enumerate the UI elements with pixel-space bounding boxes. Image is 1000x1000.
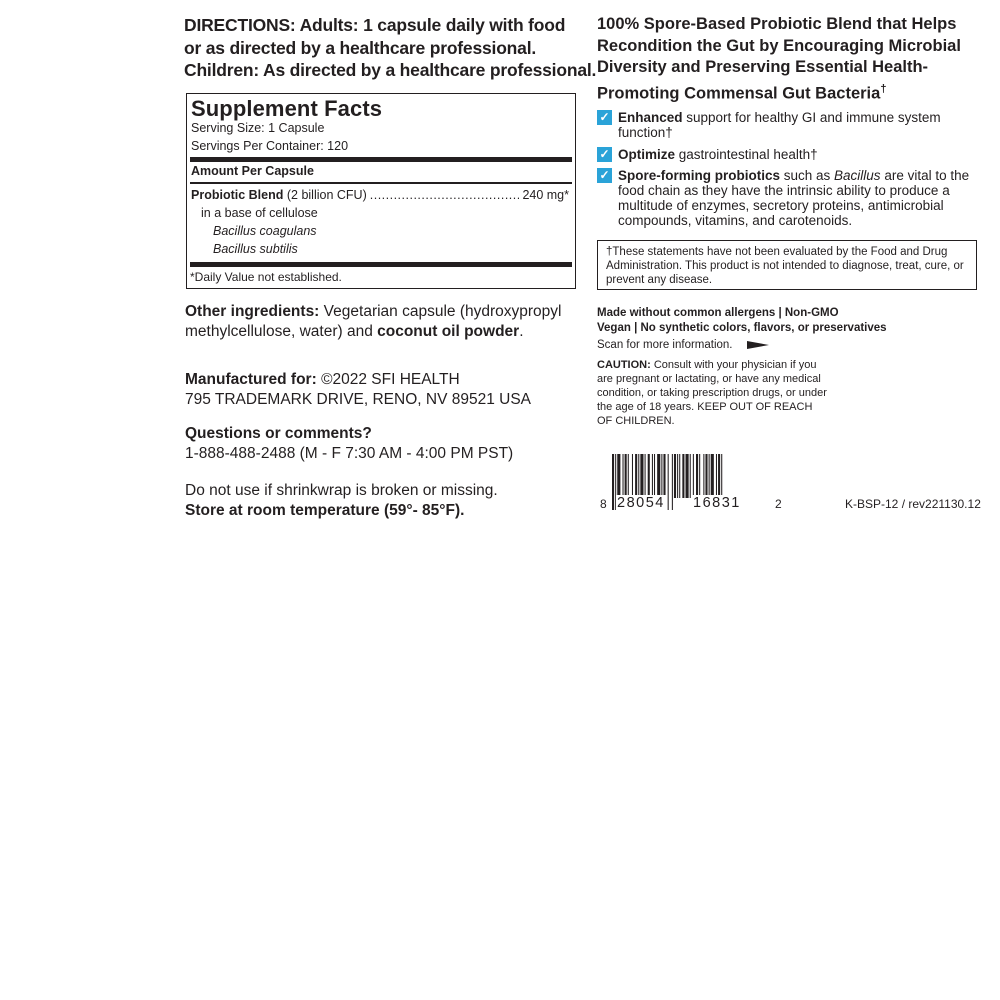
checkmark-icon: ✓ (597, 110, 612, 125)
supplement-facts-panel (186, 93, 576, 289)
manufacturer-company: ©2022 SFI HEALTH (321, 371, 460, 388)
benefit-2-bold: Optimize (618, 147, 676, 162)
checkmark-icon: ✓ (597, 147, 612, 162)
other-ingredients-bold: coconut oil powder (377, 323, 520, 340)
benefit-item-optimize (597, 147, 977, 162)
allergens-line-2: Vegan | No synthetic colors, flavors, or preservatives (597, 322, 887, 334)
other-ingredients-label: Other ingredients: (185, 303, 320, 320)
servings-per-container: Servings Per Container: 120 (191, 139, 349, 153)
manufacturer-label: Manufactured for: (185, 371, 317, 388)
thick-divider-bottom (190, 262, 572, 267)
product-headline (597, 14, 997, 105)
manufacturer-address: 795 TRADEMARK DRIVE, RENO, NV 89521 USA (185, 391, 532, 408)
allergens-line-1: Made without common allergens | Non-GMO (597, 307, 839, 319)
shrinkwrap-warning: Do not use if shrinkwrap is broken or missing. (185, 482, 498, 499)
blend-amount: 240 mg* (522, 188, 569, 202)
revision-code: K-BSP-12 / rev221130.12 (845, 497, 981, 511)
strain-2: Bacillus subtilis (213, 242, 298, 256)
benefit-3-italic: Bacillus (834, 168, 881, 183)
benefit-3-text: are vital to the food chain as they have the intrinsic ability to produce a multitude of enzymes, secretory proteins, antimicrobial compounds, vitamins, and carotenoids. (618, 168, 970, 228)
benefit-1-text: support for healthy GI and immune system function† (618, 110, 941, 140)
scan-text: Scan for more information. (597, 339, 733, 351)
other-ingredients (185, 302, 585, 342)
benefit-item-enhanced (597, 110, 977, 140)
daily-value-footnote: *Daily Value not established. (190, 270, 342, 284)
scan-info (597, 338, 977, 352)
checkmark-icon: ✓ (597, 168, 612, 183)
barcode-digit-left: 8 (600, 497, 607, 511)
directions-line-2: or as directed by a healthcare professional. (184, 37, 537, 58)
supplement-facts-title: Supplement Facts (191, 96, 383, 121)
benefit-2-text: gastrointestinal health† (675, 147, 818, 162)
headline-text: 100% Spore-Based Probiotic Blend that Helps Recondition the Gut by Encouraging Microbial Diversity and Preserving Essential Health-Promoting Commensal Gut Bacteria (597, 15, 961, 102)
blend-cfu: (2 billion CFU) (286, 188, 367, 202)
storage-temperature: Store at room temperature (59°- 85°F). (185, 502, 465, 519)
benefit-item-spore-forming (597, 168, 977, 228)
arrow-right-icon (747, 341, 769, 349)
fda-disclaimer-box: †These statements have not been evaluated by the Food and Drug Administration. This product is not intended to diagnose, treat, cure, or prevent any disease. (597, 240, 977, 290)
other-ingredients-end: . (519, 323, 524, 340)
amount-per-capsule-header: Amount Per Capsule (191, 164, 314, 178)
base-cellulose: in a base of cellulose (201, 206, 318, 220)
probiotic-blend-row (191, 188, 569, 202)
caution-label: CAUTION: (597, 359, 651, 371)
benefit-3-pre: such as (780, 168, 835, 183)
allergen-statement (597, 306, 977, 336)
directions-block (184, 14, 597, 82)
strain-1: Bacillus coagulans (213, 224, 317, 238)
questions-phone: 1-888-488-2488 (M - F 7:30 AM - 4:00 PM PST) (185, 445, 514, 462)
barcode-digit-right: 2 (775, 497, 782, 511)
questions-block (185, 424, 585, 464)
barcode-digits-group-2: 16831 (693, 495, 741, 511)
caution-block (597, 358, 827, 428)
benefit-3-bold: Spore-forming probiotics (618, 168, 780, 183)
directions-line-1: DIRECTIONS: Adults: 1 capsule daily with food (184, 15, 566, 35)
storage-block (185, 481, 585, 521)
other-ingredients-text: Vegetarian capsule (hydroxypropyl methylcellulose, water) and (185, 303, 562, 340)
serving-size: Serving Size: 1 Capsule (191, 121, 325, 135)
headline-dagger: † (880, 82, 887, 95)
blend-name: Probiotic Blend (191, 188, 284, 202)
barcode-digits-group-1: 28054 (617, 495, 665, 511)
questions-label: Questions or comments? (185, 425, 372, 442)
manufacturer-block (185, 370, 585, 410)
medium-divider (190, 182, 572, 184)
caution-text: Consult with your physician if you are pregnant or lactating, or have any medical condition, or taking prescription drugs, or under the age of 18 years. KEEP OUT OF REACH OF CHILDREN. (597, 359, 827, 427)
directions-line-3: Children: As directed by a healthcare professional. (184, 60, 597, 80)
benefit-1-bold: Enhanced (618, 110, 683, 125)
thick-divider (190, 157, 572, 162)
dot-leader (370, 188, 520, 202)
